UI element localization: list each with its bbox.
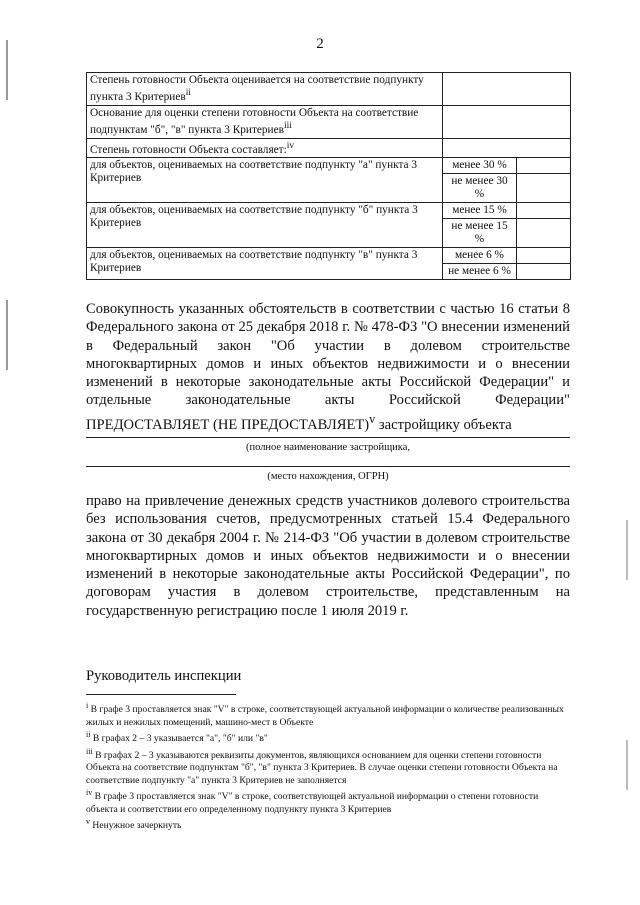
value-cell [443, 73, 571, 106]
scan-margin-mark [626, 740, 628, 790]
notless-threshold-a: не менее 30 % [443, 174, 517, 203]
mark-cell [517, 174, 571, 203]
right-paragraph [86, 492, 570, 620]
row-label: Основание для оценки степени готовности Объекта на соответствие подпунктам "б", "в" пункта 3 Критериев$^{iii}$ [87, 105, 443, 138]
mark-cell [517, 158, 571, 174]
less-threshold-b: менее 15 % [443, 203, 517, 219]
page-number: 2 [316, 36, 324, 52]
less-threshold-a: менее 30 % [443, 158, 517, 174]
scan-margin-mark [6, 300, 8, 370]
footnote: $^{iv}$ В графе 3 проставляется знак "V" в строке, соответствующей актуальной информации о степени готовности объекта и соответствии его определенному подпункту пункта 3 Критериев [86, 788, 539, 815]
table-row [87, 73, 571, 106]
footnote-ref: iv [286, 140, 295, 151]
right-body: право на привлечение денежных средств участников долевого строительства без использования счетов, предусмотренных статьей 15.4 Федерального закона от 30 декабря 2004 г. № 214-ФЗ "Об участии в долевом строительстве многоквартирных домов и иных объектов недвижимости и о внесении изменений в некоторые законодательные акты Российской Федерации", по договорам участия в долевом строительстве, [86, 493, 570, 601]
developer-name-caption: (полное наименование застройщика, [245, 442, 411, 453]
criteria-table [86, 72, 571, 280]
group-label-b: для объектов, оцениваемых на соответствие подпункту "б" пункта 3 Критериев [87, 203, 443, 248]
footnote: $^v$ Ненужное зачеркнуть [86, 817, 182, 832]
table-row [87, 105, 571, 138]
footnote-ref: iii [283, 120, 292, 131]
signature-title: Руководитель инспекции [86, 668, 242, 684]
scan-margin-mark [626, 520, 628, 580]
developer-location-line [86, 466, 570, 467]
mark-cell [517, 264, 571, 280]
decision-tail: ПРЕДОСТАВЛЯЕТ (НЕ ПРЕДОСТАВЛЯЕТ)$^v$ застройщику объекта [86, 411, 512, 433]
developer-location-caption: (место нахождения, ОГРН) [267, 471, 389, 482]
footnote-separator [86, 694, 236, 695]
table-row [87, 158, 571, 174]
less-threshold-c: менее 6 % [443, 248, 517, 264]
group-label-a: для объектов, оцениваемых на соответствие подпункту "а" пункта 3 Критериев [87, 158, 443, 203]
scan-margin-mark [6, 40, 8, 100]
footnotes [86, 700, 570, 833]
mark-cell [517, 219, 571, 248]
table-row [87, 203, 571, 219]
notless-threshold-b: не менее 15 % [443, 219, 517, 248]
developer-name-line [86, 437, 570, 438]
notless-threshold-c: не менее 6 % [443, 264, 517, 280]
mark-cell [517, 248, 571, 264]
decision-body: Совокупность указанных обстоятельств в соответствии с частью 16 статьи 8 Федерального закона от 25 декабря 2018 г. № 478-ФЗ "О внесении изменений в Федеральный закон "Об участии в долевом строительстве многоквартирных домов и иных объектов недвижимости и о внесении изменений в некоторые законодательные акты Российской Федерации" и отдельные законодательные акты Российской Федерации" [86, 301, 570, 409]
group-label-c: для объектов, оцениваемых на соответствие подпункту "в" пункта 3 Критериев [87, 248, 443, 280]
row-label: Степень готовности Объекта оценивается на соответствие подпункту пункта 3 Критериев$^{ii}$ [87, 73, 443, 106]
footnote: $^i$ В графе 3 проставляется знак "V" в строке, соответствующей актуальной информации о количестве реализованных жилых и нежилых помещений, машино-мест в Объекте [86, 701, 564, 728]
table-row [87, 248, 571, 264]
footnote: $^{ii}$ В графах 2 – 3 указывается "а", "б" или "в" [86, 730, 268, 745]
right-last-line: представленным на государственную регистрацию после 1 июля 2019 г. [86, 584, 570, 619]
footnote-ref: ii [185, 88, 191, 98]
footnote: $^{iii}$ В графах 2 – 3 указываются реквизиты документов, являющихся основанием для оценки степени готовности Объекта на соответствие подпунктам "б", "в" пункта 3 Критериев. В случае оценки степени готовности Объекта на соответствие подпункту "а" пункта 3 Критериев не заполняется [86, 746, 558, 786]
decision-paragraph [86, 300, 570, 434]
value-cell [443, 138, 571, 158]
footnote-ref: v [369, 411, 376, 426]
table-row [87, 138, 571, 158]
value-cell [443, 105, 571, 138]
row-label: Степень готовности Объекта составляет:$^{iv}$ [87, 138, 443, 158]
mark-cell [517, 203, 571, 219]
